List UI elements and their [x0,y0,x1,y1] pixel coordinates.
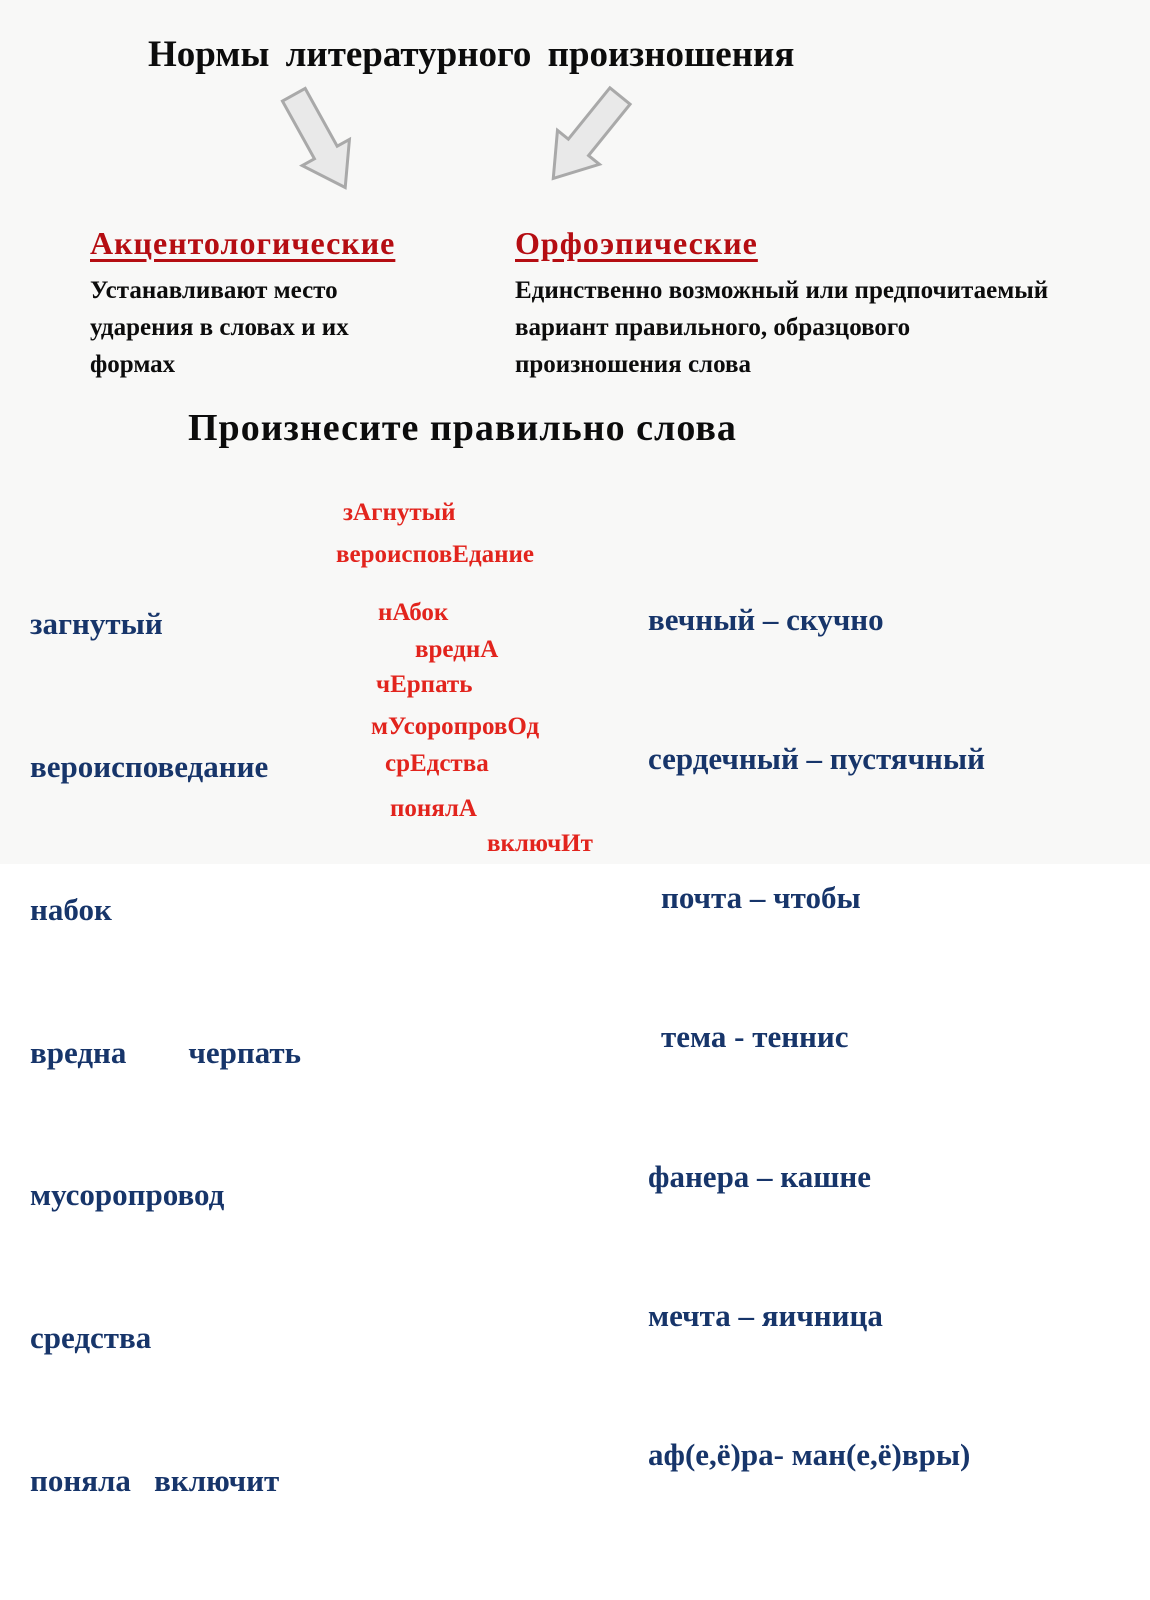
plain-word: набок [30,891,112,927]
down-right-arrow-icon [520,76,660,211]
accented-word: срЕдства [385,750,489,777]
branch-orthoepic-description: Единственно возможный или предпочитаемый вариант правильного, образцового произношения слова [515,277,1049,378]
word-pair: аф(е,ё)ра- ман(е,ё)вры) [648,1437,971,1473]
plain-word: средства [30,1320,152,1356]
slide-title: Нормы литературного произношения [148,34,795,75]
word-pair: тема - теннис [661,1019,849,1055]
plain-word: поняла включит [30,1462,280,1498]
word-pair: вечный – скучно [648,601,884,637]
plain-word: вредна черпать [30,1034,302,1070]
accented-word: понялА [390,795,477,822]
accented-word: зАгнутый [343,499,456,526]
word-pair: почта – чтобы [661,880,861,916]
down-left-arrow-icon [258,80,378,215]
plain-word: мусоропровод [30,1177,225,1213]
word-pairs-column [648,504,985,1571]
accented-word: нАбок [378,599,449,626]
branch-orthoepic [515,222,1063,383]
accented-word: вреднА [415,636,499,663]
plain-words-column [30,505,301,1600]
accented-word: включИт [487,830,593,857]
word-pair: мечта – яичница [648,1297,883,1333]
accented-word: чЕрпать [376,671,473,698]
branch-accentological [90,222,435,383]
branch-accentological-description: Устанавливают место ударения в словах и их формах [90,277,349,378]
branch-accentological-heading: Акцентологические [90,225,396,261]
accented-word: вероисповЕдание [336,541,535,568]
plain-word: вероисповедание [30,748,269,784]
plain-word: загнутый [30,606,163,642]
branch-orthoepic-heading: Орфоэпические [515,225,758,261]
word-pair: фанера – кашне [648,1158,871,1194]
accented-word: мУсоропровОд [371,713,540,740]
exercise-heading: Произнесите правильно слова [188,407,737,449]
word-pair: сердечный – пустячный [648,741,985,777]
